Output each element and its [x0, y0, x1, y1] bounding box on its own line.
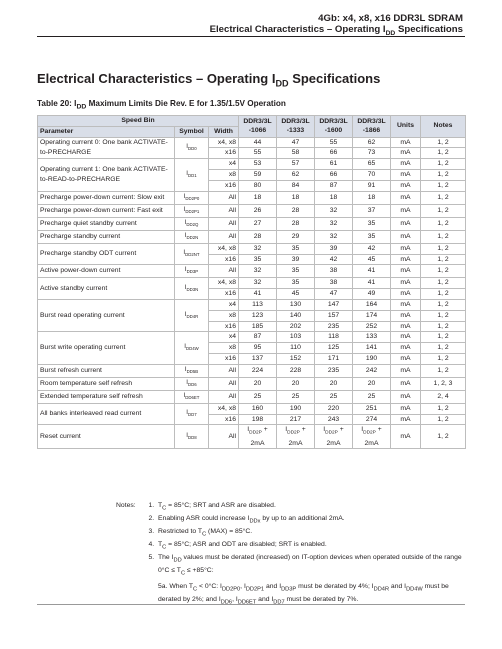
footer-rule	[37, 604, 465, 605]
value-cell: 35	[277, 243, 315, 254]
units-cell: mA	[391, 310, 421, 321]
parameter-cell: Precharge quiet standby current	[38, 217, 175, 230]
note-2: 2. Enabling ASR could increase $I_{DDx}$ by up to an additional 2mA.	[156, 514, 466, 527]
units-cell: mA	[391, 299, 421, 310]
notes-cell: 1, 2	[421, 191, 466, 204]
value-cell: 18	[239, 191, 277, 204]
width-cell: x4	[209, 159, 239, 170]
value-cell: 32	[239, 265, 277, 278]
units-cell: mA	[391, 321, 421, 332]
units-cell: mA	[391, 289, 421, 300]
table-row	[38, 299, 466, 310]
value-cell: 202	[277, 321, 315, 332]
value-cell: 228	[277, 364, 315, 377]
speed-col-1066: DDR3/3L -1066	[239, 116, 277, 138]
parameter-cell: Burst read operating current	[38, 299, 175, 331]
symbol-cell: $I_{DD1}$	[175, 159, 209, 191]
value-cell: 70	[353, 169, 391, 180]
symbol-cell: $I_{DD0}$	[175, 137, 209, 159]
table-notes	[116, 501, 466, 608]
width-cell: x16	[209, 180, 239, 191]
value-cell: 125	[315, 343, 353, 354]
table-row	[38, 377, 466, 390]
value-cell: 47	[315, 289, 353, 300]
notes-cell: 1, 2	[421, 332, 466, 343]
value-cell: 61	[315, 159, 353, 170]
symbol-cell: $I_{DD4W}$	[175, 332, 209, 364]
table-row	[38, 159, 466, 170]
units-cell: mA	[391, 243, 421, 254]
value-cell: 252	[353, 321, 391, 332]
value-cell: $I_{DD2P}$ + 2mA	[277, 425, 315, 449]
value-cell: 235	[315, 364, 353, 377]
width-cell: All	[209, 425, 239, 449]
speed-col-1866: DDR3/3L -1866	[353, 116, 391, 138]
width-cell: x4, x8	[209, 243, 239, 254]
value-cell: $I_{DD2P}$ + 2mA	[239, 425, 277, 449]
value-cell: 73	[353, 148, 391, 159]
width-cell: x4, x8	[209, 137, 239, 148]
units-cell: mA	[391, 159, 421, 170]
width-cell: All	[209, 265, 239, 278]
value-cell: 190	[353, 353, 391, 364]
symbol-cell: $I_{DD2NT}$	[175, 243, 209, 265]
units-cell: mA	[391, 414, 421, 425]
value-cell: 84	[277, 180, 315, 191]
value-cell: 87	[239, 332, 277, 343]
value-cell: 62	[353, 137, 391, 148]
units-cell: mA	[391, 425, 421, 449]
width-cell: All	[209, 217, 239, 230]
value-cell: 123	[239, 310, 277, 321]
units-cell: mA	[391, 390, 421, 403]
units-cell: mA	[391, 169, 421, 180]
table-row	[38, 390, 466, 403]
symbol-cell: $I_{DD8}$	[175, 425, 209, 449]
value-cell: 220	[315, 403, 353, 414]
idd-limits-table	[37, 115, 466, 449]
header-line-1: 4Gb: x4, x8, x16 DDR3L SDRAM	[318, 13, 463, 24]
notes-cell: 1, 2	[421, 310, 466, 321]
value-cell: 65	[353, 159, 391, 170]
table-row	[38, 278, 466, 289]
value-cell: 141	[353, 343, 391, 354]
symbol-cell: $I_{DD2N}$	[175, 230, 209, 243]
notes-cell: 1, 2	[421, 148, 466, 159]
value-cell: 37	[353, 204, 391, 217]
value-cell: 133	[353, 332, 391, 343]
value-cell: 25	[277, 390, 315, 403]
value-cell: 110	[277, 343, 315, 354]
width-cell: x16	[209, 148, 239, 159]
symbol-header: Symbol	[175, 126, 209, 137]
units-cell: mA	[391, 265, 421, 278]
value-cell: 103	[277, 332, 315, 343]
table-row	[38, 230, 466, 243]
symbol-cell: $I_{DD5B}$	[175, 364, 209, 377]
value-cell: $I_{DD2P}$ + 2mA	[315, 425, 353, 449]
units-cell: mA	[391, 137, 421, 148]
units-cell: mA	[391, 191, 421, 204]
parameter-cell: Active standby current	[38, 278, 175, 300]
value-cell: 87	[315, 180, 353, 191]
value-cell: $I_{DD2P}$ + 2mA	[353, 425, 391, 449]
units-cell: mA	[391, 254, 421, 265]
value-cell: 32	[239, 278, 277, 289]
notes-cell: 1, 2	[421, 230, 466, 243]
value-cell: 35	[353, 217, 391, 230]
units-cell: mA	[391, 403, 421, 414]
table-row	[38, 243, 466, 254]
value-cell: 113	[239, 299, 277, 310]
value-cell: 174	[353, 310, 391, 321]
table-row	[38, 191, 466, 204]
width-cell: All	[209, 230, 239, 243]
value-cell: 62	[277, 169, 315, 180]
width-cell: All	[209, 377, 239, 390]
value-cell: 137	[239, 353, 277, 364]
units-cell: mA	[391, 343, 421, 354]
width-cell: x4, x8	[209, 278, 239, 289]
value-cell: 32	[315, 230, 353, 243]
value-cell: 57	[277, 159, 315, 170]
value-cell: 242	[353, 364, 391, 377]
value-cell: 35	[277, 265, 315, 278]
value-cell: 27	[239, 217, 277, 230]
table-row	[38, 265, 466, 278]
value-cell: 35	[353, 230, 391, 243]
value-cell: 41	[239, 289, 277, 300]
notes-cell: 1, 2	[421, 321, 466, 332]
value-cell: 55	[315, 137, 353, 148]
value-cell: 25	[315, 390, 353, 403]
value-cell: 20	[353, 377, 391, 390]
value-cell: 39	[315, 243, 353, 254]
value-cell: 217	[277, 414, 315, 425]
table-row	[38, 217, 466, 230]
value-cell: 118	[315, 332, 353, 343]
table-caption: Table 20: $I_{DD}$ Maximum Limits Die Rev. E for 1.35/1.5V Operation	[37, 99, 286, 111]
table-row	[38, 403, 466, 414]
symbol-cell: $I_{DD4R}$	[175, 299, 209, 331]
note-4: 4. $T_C = 85^\circ C$; ASR and ODT are disabled; SRT is enabled.	[156, 540, 466, 553]
value-cell: 224	[239, 364, 277, 377]
width-cell: x16	[209, 254, 239, 265]
speed-col-1600: DDR3/3L -1600	[315, 116, 353, 138]
width-cell: x4	[209, 299, 239, 310]
width-cell: x16	[209, 321, 239, 332]
value-cell: 66	[315, 148, 353, 159]
notes-cell: 1, 2	[421, 217, 466, 230]
width-cell: x8	[209, 343, 239, 354]
value-cell: 49	[353, 289, 391, 300]
value-cell: 164	[353, 299, 391, 310]
value-cell: 58	[277, 148, 315, 159]
notes-label: Notes:	[116, 502, 136, 509]
parameter-cell: Burst refresh current	[38, 364, 175, 377]
value-cell: 20	[315, 377, 353, 390]
value-cell: 35	[239, 254, 277, 265]
parameter-cell: Reset current	[38, 425, 175, 449]
value-cell: 41	[353, 265, 391, 278]
value-cell: 157	[315, 310, 353, 321]
width-cell: All	[209, 204, 239, 217]
units-cell: mA	[391, 204, 421, 217]
units-cell: mA	[391, 217, 421, 230]
symbol-cell: $I_{DD6}$	[175, 377, 209, 390]
table-row	[38, 364, 466, 377]
notes-cell: 1, 2	[421, 299, 466, 310]
value-cell: 18	[315, 191, 353, 204]
value-cell: 41	[353, 278, 391, 289]
value-cell: 55	[239, 148, 277, 159]
note-3: 3. Restricted to $T_C$ (MAX) = 85°C.	[156, 527, 466, 540]
value-cell: 243	[315, 414, 353, 425]
width-cell: x16	[209, 289, 239, 300]
notes-header: Notes	[421, 116, 466, 138]
value-cell: 274	[353, 414, 391, 425]
note-1: 1. $T_C = 85^\circ C$; SRT and ASR are disabled.	[156, 501, 466, 514]
value-cell: 59	[239, 169, 277, 180]
value-cell: 25	[353, 390, 391, 403]
note-5a: 5a. When $T_C < 0^\circ C$: $I_{DD2P0}$, $I_{DD2P1}$ and $I_{DD3P}$ must be derated by 4%; $I_{DD4R}$ and $I_{DD4W}$ must be derated by 2%; and $I_{DD6}$, $I_{DD6ET}$ and $I_{DD7}$ must be derated by 7%.	[158, 582, 449, 606]
notes-cell: 2, 4	[421, 390, 466, 403]
symbol-cell: $I_{DD6ET}$	[175, 390, 209, 403]
value-cell: 130	[277, 299, 315, 310]
notes-cell: 1, 2	[421, 364, 466, 377]
notes-cell: 1, 2	[421, 265, 466, 278]
value-cell: 28	[277, 204, 315, 217]
table-row	[38, 137, 466, 148]
parameter-header: Parameter	[38, 126, 175, 137]
header-rule	[37, 36, 465, 37]
symbol-cell: $I_{DD2Q}$	[175, 217, 209, 230]
value-cell: 32	[239, 243, 277, 254]
value-cell: 47	[277, 137, 315, 148]
section-title: Electrical Characteristics – Operating $I_{DD}$ Specifications	[37, 71, 381, 89]
notes-cell: 1, 2	[421, 353, 466, 364]
width-cell: x16	[209, 353, 239, 364]
value-cell: 147	[315, 299, 353, 310]
value-cell: 28	[239, 230, 277, 243]
value-cell: 42	[315, 254, 353, 265]
value-cell: 20	[239, 377, 277, 390]
value-cell: 28	[277, 217, 315, 230]
parameter-cell: Extended temperature self refresh	[38, 390, 175, 403]
units-cell: mA	[391, 230, 421, 243]
notes-cell: 1, 2	[421, 278, 466, 289]
parameter-cell: Operating current 0: One bank ACTIVATE-to-PRECHARGE	[38, 137, 175, 159]
width-cell: x4, x8	[209, 403, 239, 414]
notes-cell: 1, 2	[421, 403, 466, 414]
table-row	[38, 425, 466, 449]
value-cell: 251	[353, 403, 391, 414]
notes-cell: 1, 2	[421, 343, 466, 354]
symbol-cell: $I_{DD7}$	[175, 403, 209, 425]
units-cell: mA	[391, 332, 421, 343]
value-cell: 45	[353, 254, 391, 265]
value-cell: 18	[277, 191, 315, 204]
symbol-cell: $I_{DD2P1}$	[175, 204, 209, 217]
width-cell: x16	[209, 414, 239, 425]
value-cell: 160	[239, 403, 277, 414]
symbol-cell: $I_{DD2P0}$	[175, 191, 209, 204]
parameter-cell: Precharge standby current	[38, 230, 175, 243]
speed-col-1333: DDR3/3L -1333	[277, 116, 315, 138]
symbol-cell: $I_{DD3N}$	[175, 278, 209, 300]
value-cell: 171	[315, 353, 353, 364]
width-cell: All	[209, 364, 239, 377]
value-cell: 35	[277, 278, 315, 289]
table-row	[38, 332, 466, 343]
width-cell: x8	[209, 310, 239, 321]
units-cell: mA	[391, 278, 421, 289]
speed-bin-header: Speed Bin	[38, 116, 239, 127]
value-cell: 18	[353, 191, 391, 204]
table-row	[38, 204, 466, 217]
value-cell: 20	[277, 377, 315, 390]
units-cell: mA	[391, 364, 421, 377]
value-cell: 140	[277, 310, 315, 321]
value-cell: 32	[315, 217, 353, 230]
value-cell: 91	[353, 180, 391, 191]
units-cell: mA	[391, 148, 421, 159]
value-cell: 32	[315, 204, 353, 217]
width-cell: All	[209, 191, 239, 204]
notes-cell: 1, 2	[421, 254, 466, 265]
value-cell: 95	[239, 343, 277, 354]
units-cell: mA	[391, 377, 421, 390]
notes-cell: 1, 2	[421, 137, 466, 148]
value-cell: 44	[239, 137, 277, 148]
value-cell: 42	[353, 243, 391, 254]
units-cell: mA	[391, 353, 421, 364]
parameter-cell: Burst write operating current	[38, 332, 175, 364]
value-cell: 185	[239, 321, 277, 332]
notes-cell: 1, 2	[421, 204, 466, 217]
value-cell: 25	[239, 390, 277, 403]
parameter-cell: Active power-down current	[38, 265, 175, 278]
value-cell: 66	[315, 169, 353, 180]
width-cell: x4	[209, 332, 239, 343]
parameter-cell: Precharge power-down current: Fast exit	[38, 204, 175, 217]
parameter-cell: Precharge power-down current: Slow exit	[38, 191, 175, 204]
symbol-cell: $I_{DD3P}$	[175, 265, 209, 278]
note-5: 5. The $I_{DD}$ values must be derated (increased) on IT-option devices when operated outside of the range $0^\circ C \le T_C \le +85^\circ C$: 5a. When $T_C < 0^\circ C$: $I_{DD2P0}$, $I_{DD2P1}$ and $I_{DD3P}$ must be derated by 4%; $I_{DD4R}$ and $I_{DD4W}$ must be derated by 2%; and $I_{DD6}$, $I_{DD6ET}$ and $I_{DD7}$ must be derated by 7%.	[156, 553, 466, 608]
value-cell: 235	[315, 321, 353, 332]
notes-cell: 1, 2	[421, 243, 466, 254]
notes-cell: 1, 2	[421, 425, 466, 449]
units-cell: mA	[391, 180, 421, 191]
value-cell: 53	[239, 159, 277, 170]
units-header: Units	[391, 116, 421, 138]
value-cell: 29	[277, 230, 315, 243]
value-cell: 38	[315, 278, 353, 289]
width-cell: All	[209, 390, 239, 403]
notes-cell: 1, 2	[421, 414, 466, 425]
value-cell: 45	[277, 289, 315, 300]
parameter-cell: All banks interleaved read current	[38, 403, 175, 425]
value-cell: 80	[239, 180, 277, 191]
value-cell: 198	[239, 414, 277, 425]
notes-cell: 1, 2	[421, 159, 466, 170]
parameter-cell: Room temperature self refresh	[38, 377, 175, 390]
parameter-cell: Operating current 1: One bank ACTIVATE-to-READ-to-PRECHARGE	[38, 159, 175, 191]
value-cell: 38	[315, 265, 353, 278]
value-cell: 26	[239, 204, 277, 217]
notes-cell: 1, 2, 3	[421, 377, 466, 390]
header-line-2: Electrical Characteristics – Operating $I_{DD}$ Specifications	[209, 23, 463, 37]
value-cell: 152	[277, 353, 315, 364]
width-header: Width	[209, 126, 239, 137]
notes-cell: 1, 2	[421, 289, 466, 300]
notes-cell: 1, 2	[421, 169, 466, 180]
value-cell: 39	[277, 254, 315, 265]
value-cell: 190	[277, 403, 315, 414]
parameter-cell: Precharge standby ODT current	[38, 243, 175, 265]
notes-cell: 1, 2	[421, 180, 466, 191]
width-cell: x8	[209, 169, 239, 180]
